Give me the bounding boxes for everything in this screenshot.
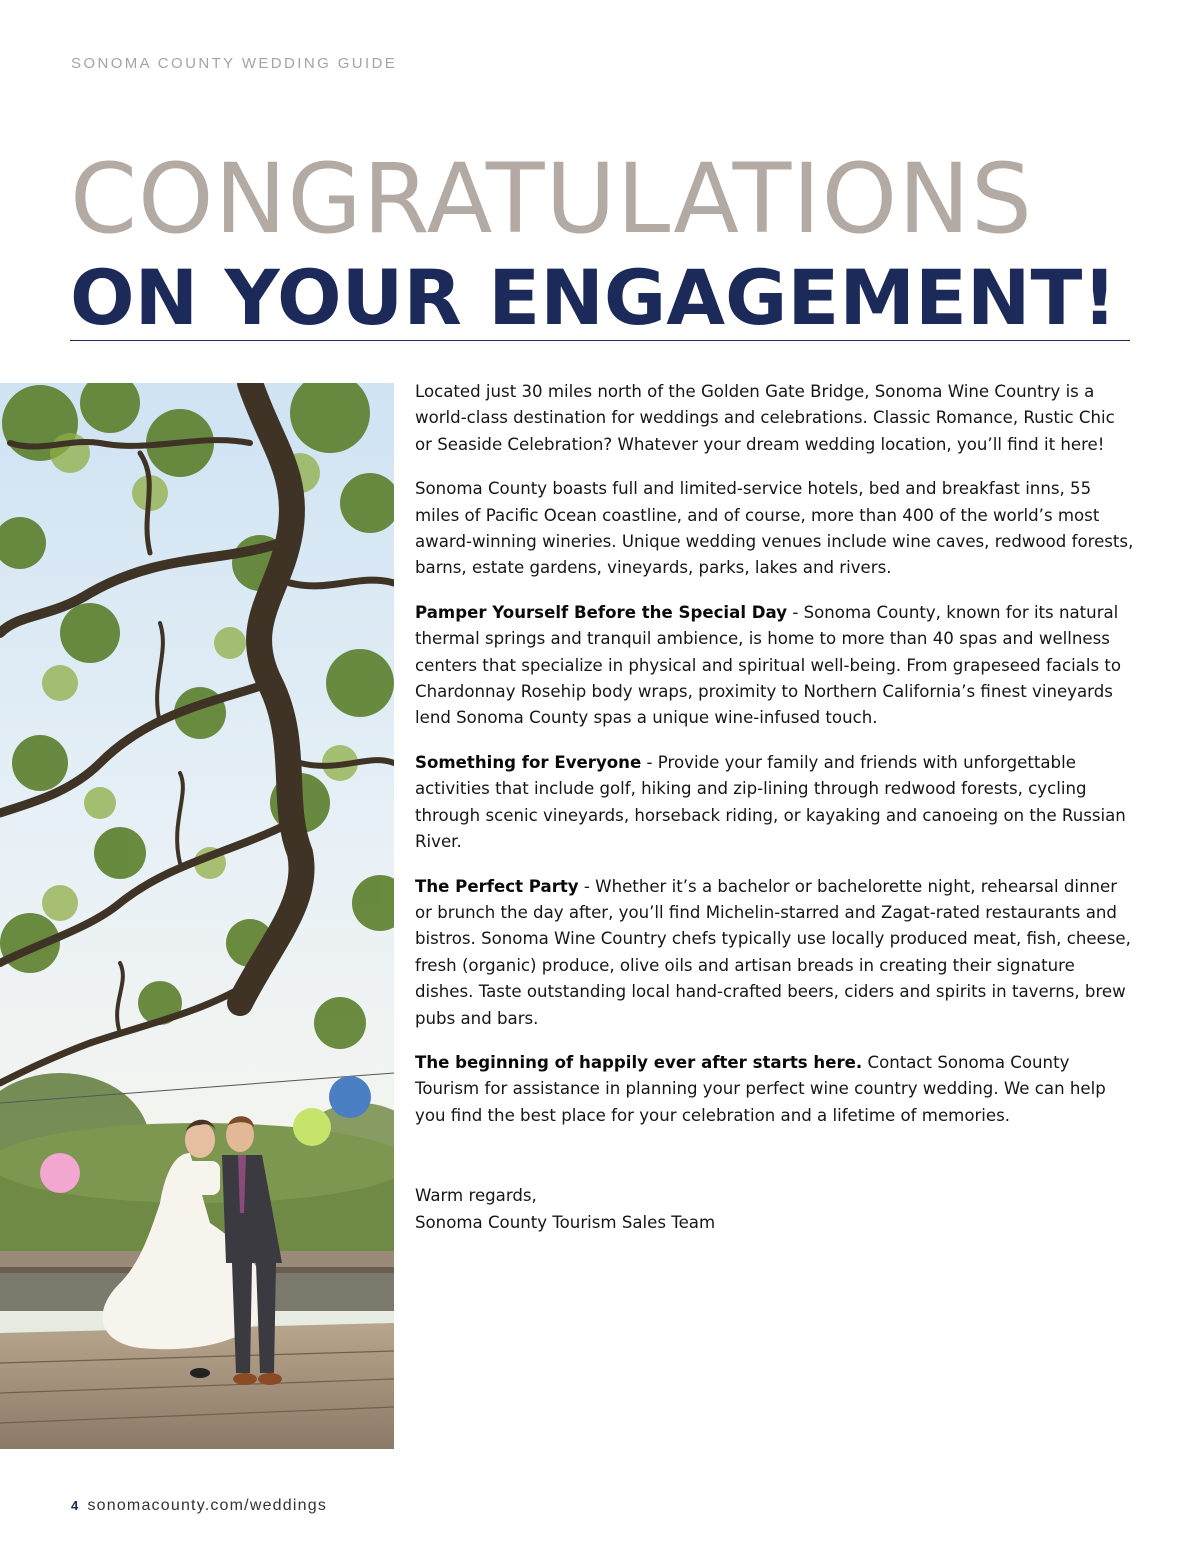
- closing-text: Contact Sonoma County Tourism for assistance in planning your perfect wine country wedding. We can help you find the best place for your celebration and a lifetime of memories.: [415, 1052, 1106, 1125]
- signature-text: Sonoma County Tourism Sales Team: [415, 1212, 716, 1232]
- signoff: [415, 1183, 1135, 1236]
- headline-engagement: ON YOUR ENGAGEMENT!: [70, 253, 1117, 342]
- headline-divider: [70, 340, 1130, 341]
- closing-paragraph: [415, 1050, 1135, 1129]
- activities-text: - Provide your family and friends with unforgettable activities that include golf, hiking and zip-lining through redwood forests, cycling through scenic vineyards, horseback riding, or kayaking and canoeing on the Russian River.: [415, 752, 1126, 852]
- party-text: - Whether it’s a bachelor or bachelorette night, rehearsal dinner or brunch the day after, you’ll find Michelin-starred and Zagat-rated restaurants and bistros. Sonoma Wine Country chefs typically use locally produced meat, fish, cheese, fresh (organic) produce, olive oils and artisan breads in creating their signature dishes. Taste outstanding local hand-crafted beers, ciders and spirits in taverns, brew pubs and bars.: [415, 876, 1131, 1028]
- party-heading: The Perfect Party: [415, 876, 579, 896]
- footer-url[interactable]: sonomacounty.com/weddings: [87, 1497, 328, 1514]
- article-body: [415, 379, 1135, 1254]
- running-header: SONOMA COUNTY WEDDING GUIDE: [71, 55, 398, 72]
- headline-congratulations: CONGRATULATIONS: [70, 143, 1033, 255]
- activities-paragraph: [415, 750, 1135, 856]
- spa-heading: Pamper Yourself Before the Special Day: [415, 602, 788, 622]
- page-number: 4: [71, 1498, 80, 1513]
- closing-heading: The beginning of happily ever after starts here.: [415, 1052, 863, 1072]
- intro-paragraph: Located just 30 miles north of the Golden Gate Bridge, Sonoma Wine Country is a world-class destination for weddings and celebrations. Classic Romance, Rustic Chic or Seaside Celebration? Whatever your dream wedding location, you’ll find it here!: [415, 382, 1115, 454]
- regards-text: Warm regards,: [415, 1186, 537, 1206]
- activities-heading: Something for Everyone: [415, 752, 642, 772]
- page-footer: [71, 1497, 327, 1515]
- spa-text: - Sonoma County, known for its natural thermal springs and tranquil ambience, is home to more than 40 spas and wellness centers that specialize in physical and spiritual well-being. From grapeseed facials to Chardonnay Rosehip body wraps, proximity to Northern California’s finest vineyards lend Sonoma County spas a unique wine-infused touch.: [415, 602, 1122, 728]
- wedding-couple-photo: [0, 383, 394, 1449]
- party-paragraph: [415, 874, 1135, 1032]
- spa-paragraph: [415, 600, 1135, 732]
- amenities-paragraph: Sonoma County boasts full and limited-service hotels, bed and breakfast inns, 55 miles of Pacific Ocean coastline, and of course, more than 400 of the world’s most award-winning wineries. Unique wedding venues include wine caves, redwood forests, barns, estate gardens, vineyards, parks, lakes and rivers.: [415, 479, 1134, 578]
